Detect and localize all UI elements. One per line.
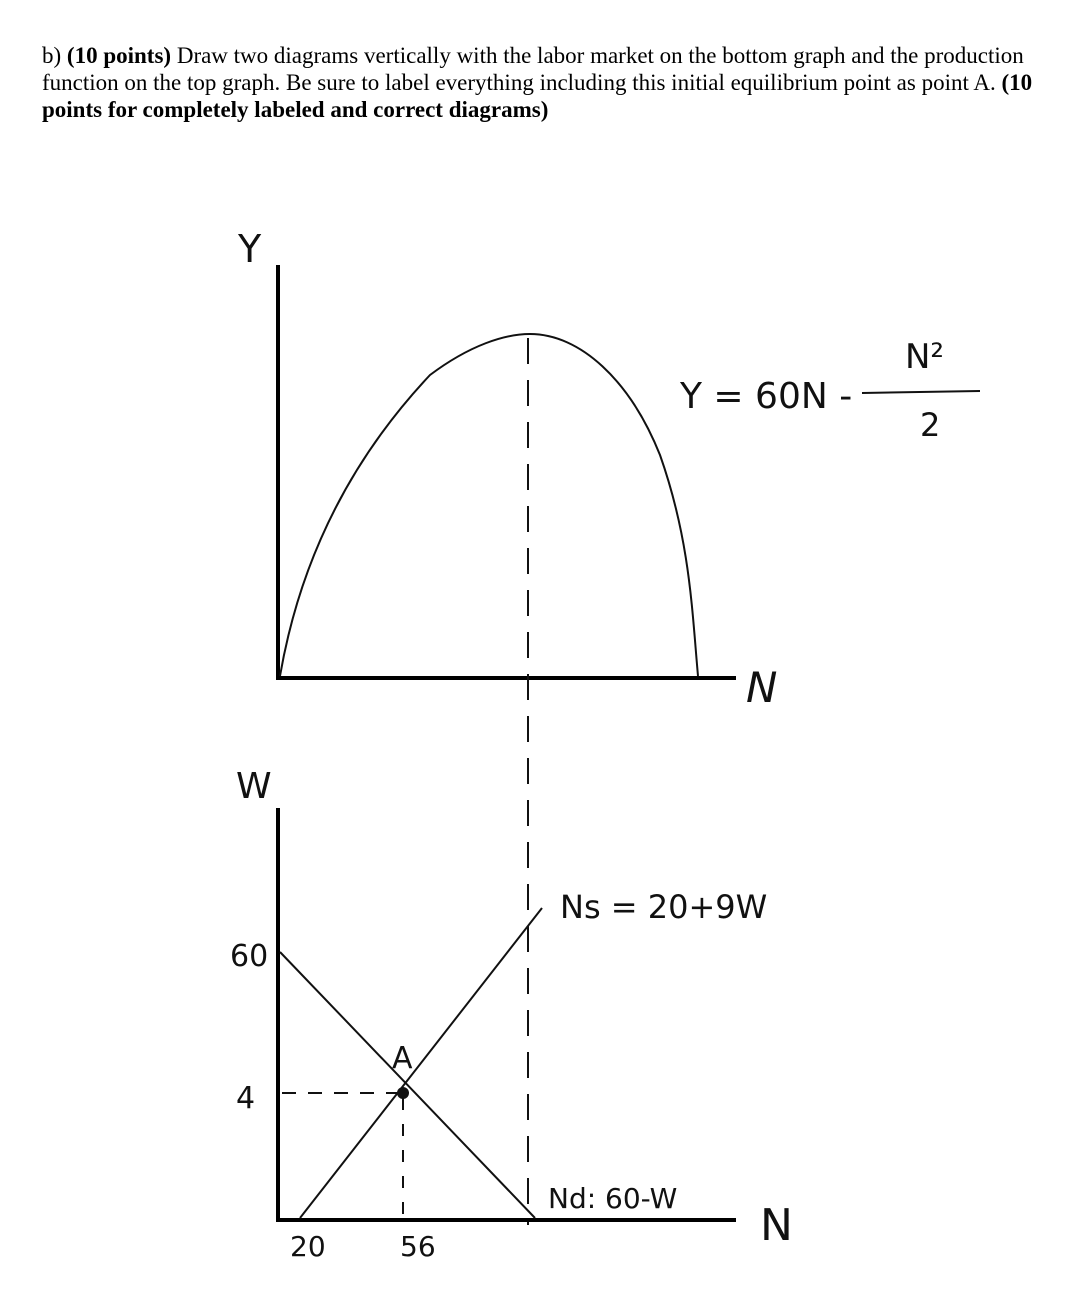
labor-market-graph xyxy=(230,766,793,1263)
question-body: Draw two diagrams vertically with the labor market on the bottom graph and the production function on the top graph. Be sure to label everything including this initial equilibrium point as point A. xyxy=(42,43,1024,95)
production-fraction-denominator: 2 xyxy=(920,406,941,444)
production-function-graph xyxy=(237,227,980,712)
equilibrium-point-a xyxy=(397,1087,409,1099)
equilibrium-label: A xyxy=(392,1041,413,1076)
question-part: b) xyxy=(42,43,62,68)
fraction-bar xyxy=(862,391,980,393)
top-x-axis-label: N xyxy=(746,663,778,712)
x-tick-20: 20 xyxy=(290,1230,326,1263)
labor-supply-line xyxy=(300,908,542,1218)
question-points: (10 points) xyxy=(66,43,172,68)
production-fraction-numerator: N² xyxy=(905,337,945,377)
labor-supply-label: Ns = 20+9W xyxy=(560,888,768,926)
bottom-x-axis-label: N xyxy=(760,1200,793,1251)
top-y-axis-label: Y xyxy=(238,227,262,271)
labor-demand-label: Nd: 60-W xyxy=(548,1182,678,1215)
y-tick-4: 4 xyxy=(236,1081,256,1116)
bottom-y-axis-label: W xyxy=(236,766,272,807)
question-bonus: (10 points for completely labeled and correct diagrams) xyxy=(42,70,1033,122)
labor-demand-line xyxy=(280,952,535,1218)
production-function-label: Y = 60N - xyxy=(680,376,853,417)
x-tick-56: 56 xyxy=(400,1230,436,1263)
production-curve xyxy=(280,334,698,676)
y-tick-60: 60 xyxy=(230,939,269,974)
